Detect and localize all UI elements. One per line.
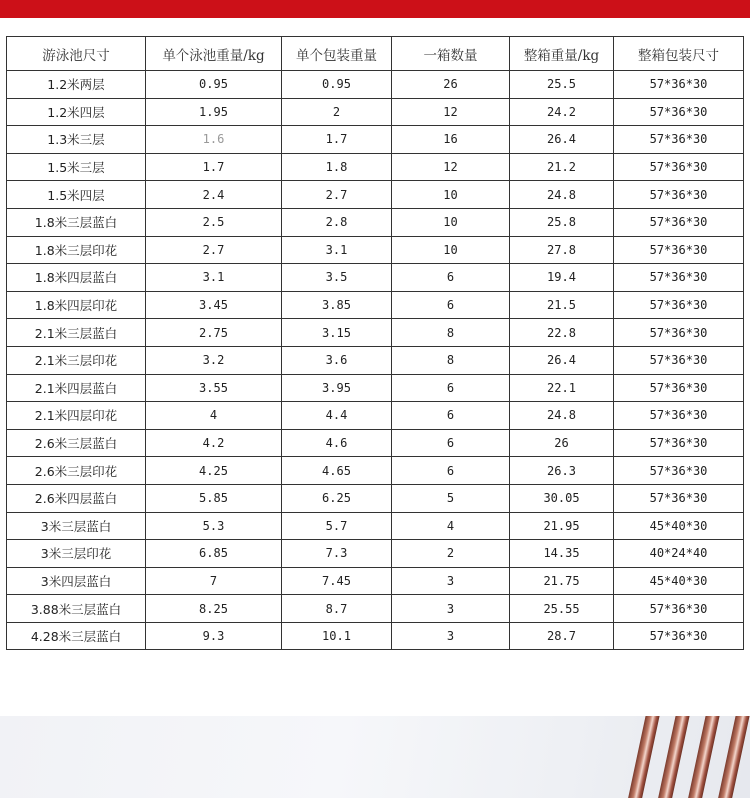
cell-box-dimensions: 57*36*30 bbox=[614, 484, 744, 512]
cell-box-quantity: 10 bbox=[392, 236, 510, 264]
cell-pool-weight: 4 bbox=[146, 402, 282, 430]
cell-package-weight: 1.7 bbox=[282, 126, 392, 154]
header-box-dimensions: 整箱包装尺寸 bbox=[614, 37, 744, 71]
cell-box-quantity: 3 bbox=[392, 622, 510, 650]
cell-box-weight: 27.8 bbox=[510, 236, 614, 264]
cell-box-quantity: 12 bbox=[392, 98, 510, 126]
cell-box-weight: 25.55 bbox=[510, 595, 614, 623]
cell-box-weight: 30.05 bbox=[510, 484, 614, 512]
cell-package-weight: 4.65 bbox=[282, 457, 392, 485]
table-row bbox=[7, 319, 744, 347]
cell-pool-size: 2.1米四层印花 bbox=[7, 402, 146, 430]
header-package-weight: 单个包装重量 bbox=[282, 37, 392, 71]
cell-pool-weight: 3.1 bbox=[146, 264, 282, 292]
cell-pool-size: 2.1米三层蓝白 bbox=[7, 319, 146, 347]
cell-box-dimensions: 57*36*30 bbox=[614, 346, 744, 374]
cell-box-quantity: 3 bbox=[392, 595, 510, 623]
table-row bbox=[7, 484, 744, 512]
cell-pool-size: 2.6米四层蓝白 bbox=[7, 484, 146, 512]
cell-box-weight: 24.8 bbox=[510, 402, 614, 430]
cell-pool-weight: 2.4 bbox=[146, 181, 282, 209]
cell-box-dimensions: 57*36*30 bbox=[614, 236, 744, 264]
cell-pool-size: 1.3米三层 bbox=[7, 126, 146, 154]
cell-box-weight: 21.5 bbox=[510, 291, 614, 319]
table-row bbox=[7, 512, 744, 540]
table-row bbox=[7, 126, 744, 154]
cell-pool-weight: 6.85 bbox=[146, 540, 282, 568]
cell-box-quantity: 6 bbox=[392, 264, 510, 292]
cell-pool-size: 1.2米四层 bbox=[7, 98, 146, 126]
cell-package-weight: 8.7 bbox=[282, 595, 392, 623]
table-row bbox=[7, 346, 744, 374]
cell-pool-size: 1.5米四层 bbox=[7, 181, 146, 209]
table-row bbox=[7, 402, 744, 430]
cell-pool-size: 2.6米三层蓝白 bbox=[7, 429, 146, 457]
table-row bbox=[7, 540, 744, 568]
table-row bbox=[7, 374, 744, 402]
table-row bbox=[7, 595, 744, 623]
cell-pool-size: 1.8米三层蓝白 bbox=[7, 208, 146, 236]
cell-box-weight: 26 bbox=[510, 429, 614, 457]
cell-pool-weight: 3.2 bbox=[146, 346, 282, 374]
cell-box-weight: 26.4 bbox=[510, 126, 614, 154]
cell-box-quantity: 6 bbox=[392, 429, 510, 457]
cell-box-weight: 25.5 bbox=[510, 71, 614, 99]
pool-spec-table bbox=[6, 36, 744, 650]
cell-pool-weight: 7 bbox=[146, 567, 282, 595]
cell-box-dimensions: 57*36*30 bbox=[614, 291, 744, 319]
cell-box-dimensions: 57*36*30 bbox=[614, 98, 744, 126]
header-box-weight: 整箱重量/kg bbox=[510, 37, 614, 71]
cell-pool-weight: 3.55 bbox=[146, 374, 282, 402]
cell-pool-weight: 2.5 bbox=[146, 208, 282, 236]
cell-box-dimensions: 45*40*30 bbox=[614, 512, 744, 540]
cell-pool-weight: 2.75 bbox=[146, 319, 282, 347]
cell-box-dimensions: 57*36*30 bbox=[614, 181, 744, 209]
cell-box-weight: 24.8 bbox=[510, 181, 614, 209]
cell-pool-size: 2.1米四层蓝白 bbox=[7, 374, 146, 402]
table-row bbox=[7, 429, 744, 457]
cell-package-weight: 3.6 bbox=[282, 346, 392, 374]
cell-box-quantity: 12 bbox=[392, 153, 510, 181]
cell-box-weight: 22.8 bbox=[510, 319, 614, 347]
cell-box-weight: 26.3 bbox=[510, 457, 614, 485]
cell-box-quantity: 6 bbox=[392, 457, 510, 485]
cell-box-quantity: 2 bbox=[392, 540, 510, 568]
table-row bbox=[7, 457, 744, 485]
cell-pool-weight: 9.3 bbox=[146, 622, 282, 650]
cell-pool-size: 1.8米四层印花 bbox=[7, 291, 146, 319]
cell-box-quantity: 8 bbox=[392, 346, 510, 374]
cell-pool-size: 3.88米三层蓝白 bbox=[7, 595, 146, 623]
cell-package-weight: 3.85 bbox=[282, 291, 392, 319]
cell-package-weight: 4.4 bbox=[282, 402, 392, 430]
table-row bbox=[7, 291, 744, 319]
cell-box-dimensions: 57*36*30 bbox=[614, 622, 744, 650]
cell-pool-size: 1.2米两层 bbox=[7, 71, 146, 99]
cell-box-weight: 26.4 bbox=[510, 346, 614, 374]
cell-pool-weight: 5.85 bbox=[146, 484, 282, 512]
cell-box-weight: 21.95 bbox=[510, 512, 614, 540]
cell-pool-size: 3米三层蓝白 bbox=[7, 512, 146, 540]
cell-box-weight: 22.1 bbox=[510, 374, 614, 402]
cell-package-weight: 2.7 bbox=[282, 181, 392, 209]
cell-box-dimensions: 57*36*30 bbox=[614, 208, 744, 236]
table-row bbox=[7, 71, 744, 99]
cell-box-dimensions: 57*36*30 bbox=[614, 153, 744, 181]
table-row bbox=[7, 153, 744, 181]
cell-box-dimensions: 57*36*30 bbox=[614, 457, 744, 485]
cell-box-weight: 19.4 bbox=[510, 264, 614, 292]
cell-box-weight: 24.2 bbox=[510, 98, 614, 126]
cell-pool-weight: 1.95 bbox=[146, 98, 282, 126]
cell-box-quantity: 10 bbox=[392, 208, 510, 236]
table-row bbox=[7, 208, 744, 236]
cell-package-weight: 3.5 bbox=[282, 264, 392, 292]
cell-pool-size: 2.6米三层印花 bbox=[7, 457, 146, 485]
cell-pool-weight: 4.2 bbox=[146, 429, 282, 457]
header-pool-weight: 单个泳池重量/kg bbox=[146, 37, 282, 71]
cell-pool-size: 1.8米三层印花 bbox=[7, 236, 146, 264]
cell-package-weight: 7.45 bbox=[282, 567, 392, 595]
cell-pool-weight: 0.95 bbox=[146, 71, 282, 99]
table-row bbox=[7, 98, 744, 126]
cell-package-weight: 3.95 bbox=[282, 374, 392, 402]
cell-package-weight: 4.6 bbox=[282, 429, 392, 457]
cell-pool-weight: 4.25 bbox=[146, 457, 282, 485]
cell-box-dimensions: 57*36*30 bbox=[614, 319, 744, 347]
cell-box-quantity: 5 bbox=[392, 484, 510, 512]
cell-pool-weight: 3.45 bbox=[146, 291, 282, 319]
cell-pool-size: 3米四层蓝白 bbox=[7, 567, 146, 595]
table-row bbox=[7, 264, 744, 292]
cell-package-weight: 2.8 bbox=[282, 208, 392, 236]
cell-box-dimensions: 57*36*30 bbox=[614, 595, 744, 623]
cell-box-quantity: 6 bbox=[392, 374, 510, 402]
cell-box-quantity: 6 bbox=[392, 291, 510, 319]
cell-pool-size: 1.5米三层 bbox=[7, 153, 146, 181]
cell-box-dimensions: 45*40*30 bbox=[614, 567, 744, 595]
table-header-row bbox=[7, 37, 744, 71]
cell-package-weight: 6.25 bbox=[282, 484, 392, 512]
header-pool-size: 游泳池尺寸 bbox=[7, 37, 146, 71]
cell-box-dimensions: 57*36*30 bbox=[614, 429, 744, 457]
cell-pool-size: 3米三层印花 bbox=[7, 540, 146, 568]
cell-package-weight: 1.8 bbox=[282, 153, 392, 181]
cell-package-weight: 3.15 bbox=[282, 319, 392, 347]
cell-box-dimensions: 40*24*40 bbox=[614, 540, 744, 568]
cell-pool-weight: 8.25 bbox=[146, 595, 282, 623]
cell-box-dimensions: 57*36*30 bbox=[614, 374, 744, 402]
cell-box-weight: 25.8 bbox=[510, 208, 614, 236]
cell-box-quantity: 8 bbox=[392, 319, 510, 347]
cell-box-quantity: 3 bbox=[392, 567, 510, 595]
cell-box-weight: 28.7 bbox=[510, 622, 614, 650]
cell-box-dimensions: 57*36*30 bbox=[614, 71, 744, 99]
top-red-banner bbox=[0, 0, 750, 18]
cell-package-weight: 3.1 bbox=[282, 236, 392, 264]
cell-box-dimensions: 57*36*30 bbox=[614, 264, 744, 292]
cell-box-quantity: 10 bbox=[392, 181, 510, 209]
table-row bbox=[7, 236, 744, 264]
cell-pool-weight: 1.6 bbox=[146, 126, 282, 154]
table-row bbox=[7, 622, 744, 650]
cell-box-quantity: 16 bbox=[392, 126, 510, 154]
cell-box-weight: 21.75 bbox=[510, 567, 614, 595]
cell-pool-size: 4.28米三层蓝白 bbox=[7, 622, 146, 650]
cell-pool-weight: 1.7 bbox=[146, 153, 282, 181]
cell-pool-size: 2.1米三层印花 bbox=[7, 346, 146, 374]
cell-package-weight: 10.1 bbox=[282, 622, 392, 650]
cell-box-quantity: 26 bbox=[392, 71, 510, 99]
pool-frame-rails-image bbox=[600, 716, 750, 798]
cell-box-quantity: 6 bbox=[392, 402, 510, 430]
cell-pool-weight: 5.3 bbox=[146, 512, 282, 540]
cell-box-weight: 14.35 bbox=[510, 540, 614, 568]
cell-package-weight: 7.3 bbox=[282, 540, 392, 568]
table-row bbox=[7, 181, 744, 209]
cell-pool-weight: 2.7 bbox=[146, 236, 282, 264]
cell-box-weight: 21.2 bbox=[510, 153, 614, 181]
cell-package-weight: 2 bbox=[282, 98, 392, 126]
cell-box-quantity: 4 bbox=[392, 512, 510, 540]
header-box-quantity: 一箱数量 bbox=[392, 37, 510, 71]
cell-package-weight: 0.95 bbox=[282, 71, 392, 99]
cell-box-dimensions: 57*36*30 bbox=[614, 402, 744, 430]
cell-box-dimensions: 57*36*30 bbox=[614, 126, 744, 154]
cell-pool-size: 1.8米四层蓝白 bbox=[7, 264, 146, 292]
table-row bbox=[7, 567, 744, 595]
cell-package-weight: 5.7 bbox=[282, 512, 392, 540]
